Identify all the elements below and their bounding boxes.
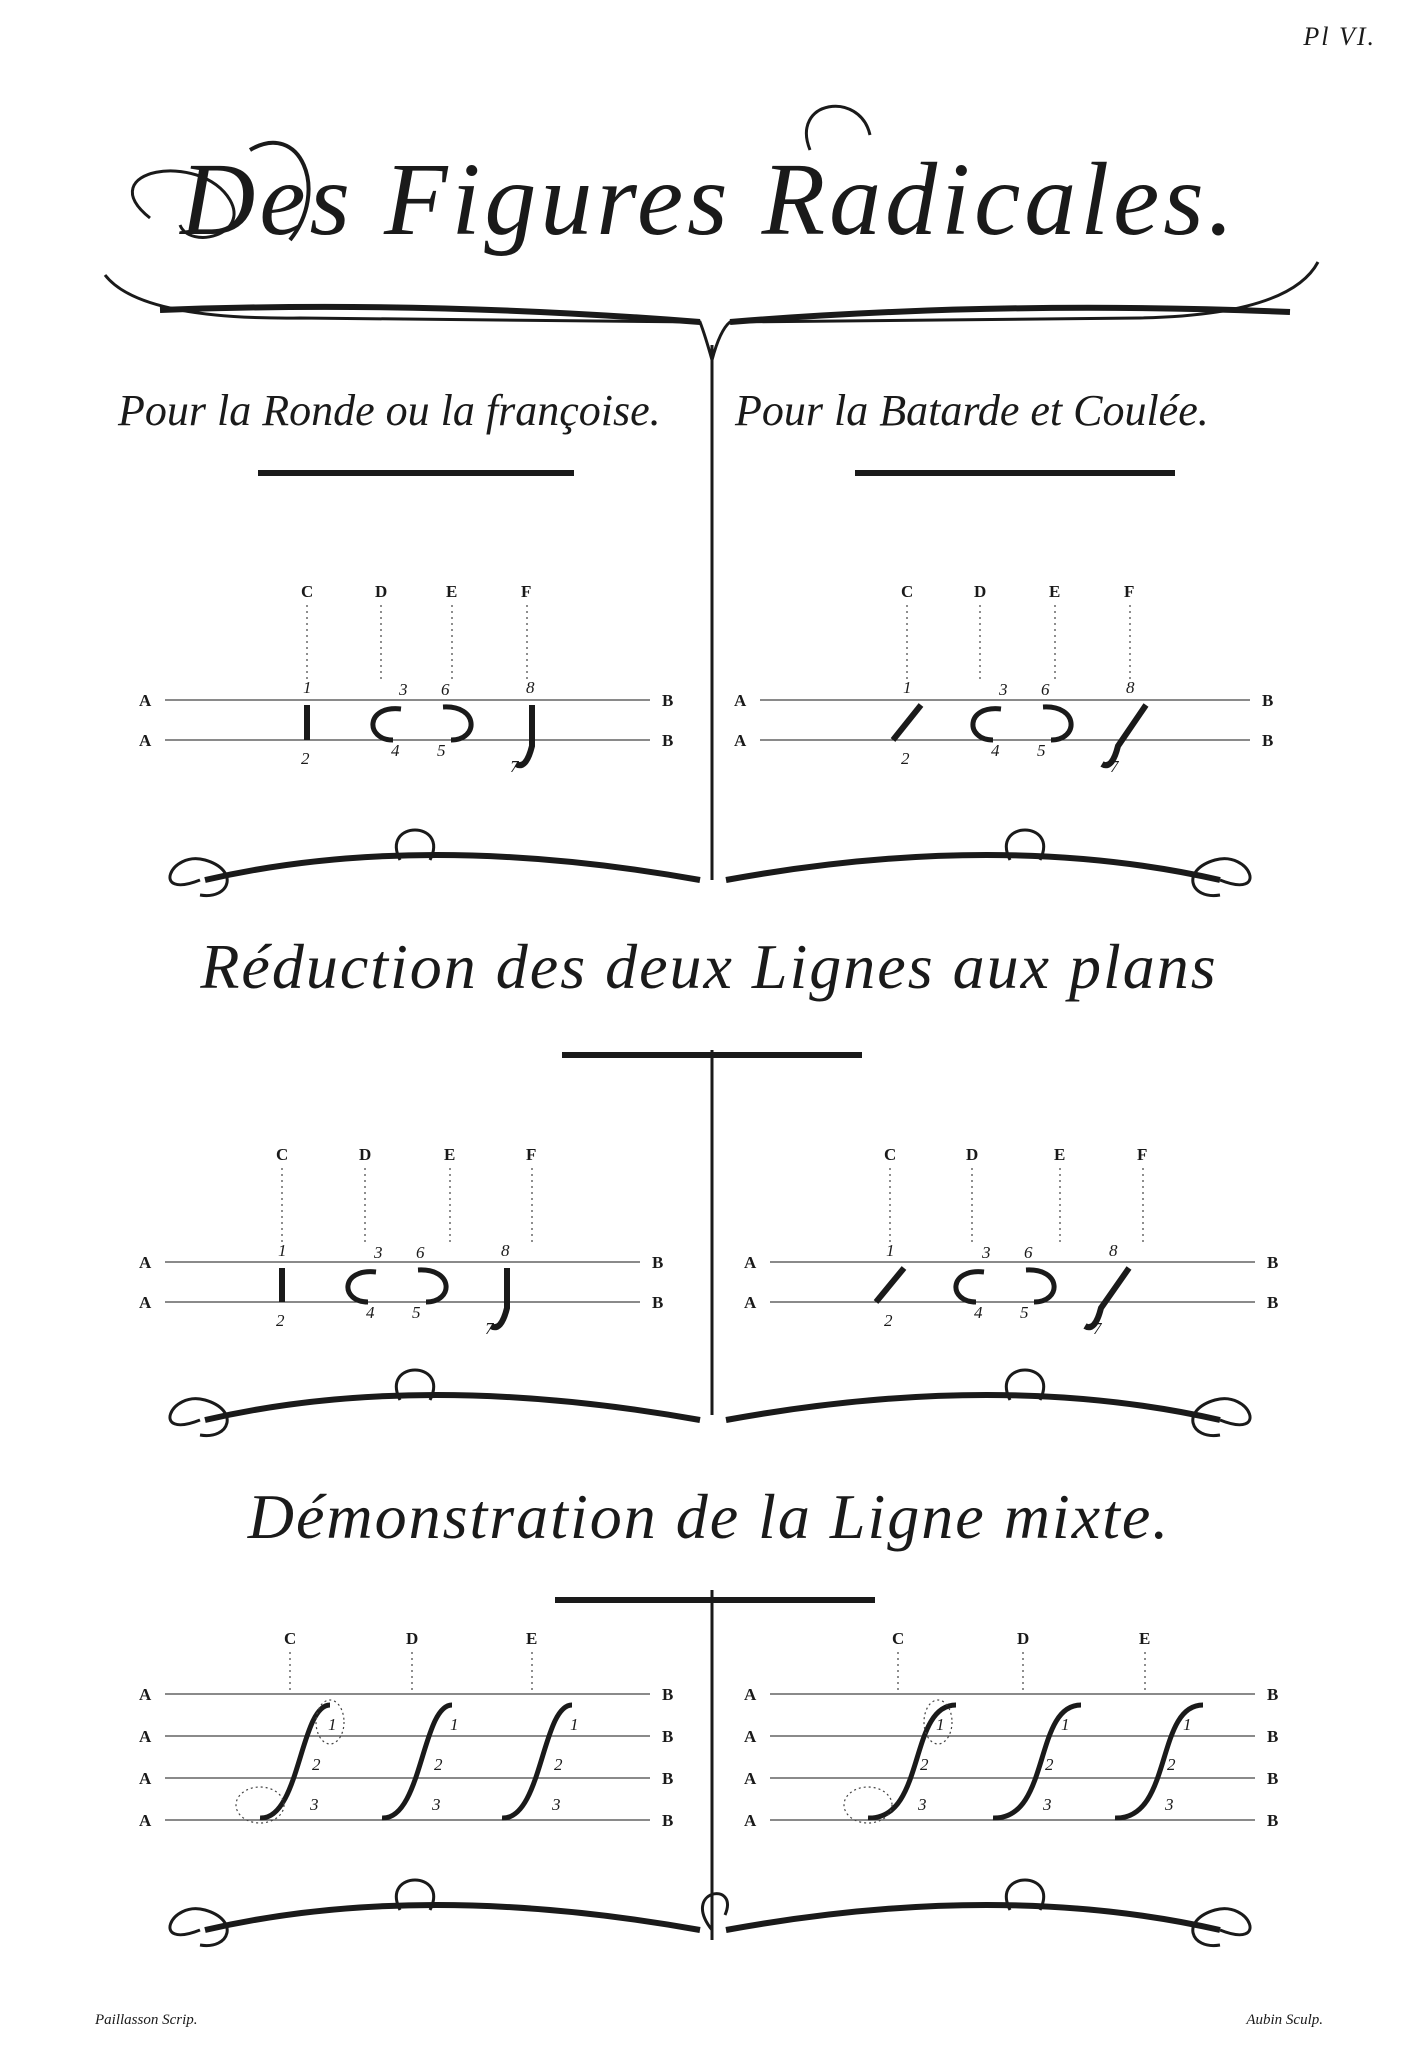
row-label-b: B bbox=[662, 1727, 674, 1746]
stroke-number: 3 bbox=[999, 680, 1008, 699]
dotted-loop-bottom bbox=[844, 1787, 892, 1823]
row-label-b: B bbox=[1267, 1685, 1279, 1704]
row-label-b: B bbox=[1267, 1727, 1279, 1746]
left-column-heading: Pour la Ronde ou la françoise. bbox=[118, 386, 661, 435]
left-curve bbox=[973, 709, 1001, 740]
guide-label-d: D bbox=[966, 1145, 979, 1164]
stroke-number: 7 bbox=[510, 757, 519, 776]
stroke-number: 5 bbox=[1037, 741, 1046, 760]
downstroke bbox=[893, 705, 921, 740]
stroke-number: 1 bbox=[903, 678, 912, 697]
row-label-b: B bbox=[1262, 691, 1274, 710]
mixte-number: 2 bbox=[1167, 1755, 1176, 1774]
row-label-b: B bbox=[1267, 1253, 1279, 1272]
reduction-rule bbox=[562, 1052, 862, 1058]
guide-label-f: F bbox=[526, 1145, 537, 1164]
mixte-number: 2 bbox=[920, 1755, 929, 1774]
stroke-number: 5 bbox=[412, 1303, 421, 1322]
row-label-a: A bbox=[139, 731, 152, 750]
guide-label-e: E bbox=[1139, 1629, 1151, 1648]
mixte-number: 1 bbox=[1061, 1715, 1070, 1734]
reduction-section-title: Réduction des deux Lignes aux plans bbox=[200, 931, 1218, 1002]
row-label-b: B bbox=[662, 691, 674, 710]
stroke-number: 2 bbox=[301, 749, 310, 768]
title-flourish bbox=[105, 106, 1318, 360]
left-heading-rule bbox=[258, 470, 574, 476]
guide-label-f: F bbox=[521, 582, 532, 601]
guide-label-e: E bbox=[444, 1145, 456, 1164]
guide-label-f: F bbox=[1137, 1145, 1148, 1164]
stroke-number: 2 bbox=[276, 1311, 285, 1330]
row-label-a: A bbox=[744, 1727, 757, 1746]
row-label-b: B bbox=[1267, 1293, 1279, 1312]
demonstration-section-title: Démonstration de la Ligne mixte. bbox=[247, 1481, 1171, 1552]
right-curve bbox=[1026, 1270, 1054, 1302]
engraver-credit-right: Aubin Sculp. bbox=[1246, 2012, 1323, 2028]
row-label-a: A bbox=[139, 691, 152, 710]
stroke-number: 6 bbox=[416, 1243, 425, 1262]
stroke-number: 4 bbox=[974, 1303, 983, 1322]
row-label-a: A bbox=[744, 1293, 757, 1312]
stroke-number: 1 bbox=[278, 1241, 287, 1260]
mixte-number: 1 bbox=[1183, 1715, 1192, 1734]
stroke-number: 3 bbox=[982, 1243, 991, 1262]
stroke-number: 8 bbox=[1109, 1241, 1118, 1260]
guide-label-c: C bbox=[884, 1145, 897, 1164]
demonstration-rule bbox=[555, 1597, 875, 1603]
row-label-a: A bbox=[744, 1811, 757, 1830]
right-column-heading: Pour la Batarde et Coulée. bbox=[735, 386, 1209, 435]
downstroke-tail bbox=[1085, 1268, 1129, 1327]
stroke-number: 4 bbox=[366, 1303, 375, 1322]
row-label-a: A bbox=[139, 1293, 152, 1312]
right-curve bbox=[418, 1270, 446, 1302]
downstroke-tail bbox=[1102, 705, 1146, 765]
scroll-flourish-2 bbox=[170, 1370, 1250, 1436]
stroke-number: 6 bbox=[441, 680, 450, 699]
row-label-a: A bbox=[734, 731, 747, 750]
row-label-a: A bbox=[139, 1769, 152, 1788]
guide-label-c: C bbox=[284, 1629, 297, 1648]
stroke-number: 6 bbox=[1024, 1243, 1033, 1262]
stroke-number: 3 bbox=[399, 680, 408, 699]
mixte-number: 1 bbox=[328, 1715, 337, 1734]
right-curve bbox=[443, 707, 471, 740]
stroke-number: 2 bbox=[884, 1311, 893, 1330]
mixte-number: 3 bbox=[432, 1795, 441, 1814]
mixte-number: 2 bbox=[1045, 1755, 1054, 1774]
row-label-b: B bbox=[662, 1685, 674, 1704]
mixte-number: 3 bbox=[918, 1795, 927, 1814]
row-label-a: A bbox=[744, 1769, 757, 1788]
scroll-flourish-1 bbox=[170, 830, 1250, 896]
row-label-b: B bbox=[1267, 1811, 1279, 1830]
mixte-number: 3 bbox=[1043, 1795, 1052, 1814]
right-curve bbox=[1043, 707, 1071, 740]
row-label-b: B bbox=[662, 1811, 674, 1830]
engraver-credit-left: Paillasson Scrip. bbox=[95, 2012, 198, 2028]
plate-number: Pl VI. bbox=[1303, 22, 1376, 51]
row-label-a: A bbox=[139, 1253, 152, 1272]
left-curve bbox=[348, 1272, 376, 1302]
left-curve bbox=[373, 709, 401, 740]
stroke-number: 8 bbox=[526, 678, 535, 697]
stroke-number: 7 bbox=[485, 1319, 494, 1338]
guide-label-c: C bbox=[892, 1629, 905, 1648]
row-label-a: A bbox=[139, 1727, 152, 1746]
stroke-number: 8 bbox=[501, 1241, 510, 1260]
guide-label-e: E bbox=[446, 582, 458, 601]
guide-label-d: D bbox=[406, 1629, 419, 1648]
stroke-number: 4 bbox=[991, 741, 1000, 760]
stroke-number: 7 bbox=[1110, 757, 1119, 776]
stroke-number: 5 bbox=[1020, 1303, 1029, 1322]
guide-label-f: F bbox=[1124, 582, 1135, 601]
guide-label-d: D bbox=[359, 1145, 372, 1164]
stroke-number: 3 bbox=[374, 1243, 383, 1262]
row-label-b: B bbox=[662, 731, 674, 750]
mixte-number: 1 bbox=[570, 1715, 579, 1734]
downstroke bbox=[876, 1268, 904, 1302]
guide-label-e: E bbox=[1049, 582, 1061, 601]
stroke-number: 6 bbox=[1041, 680, 1050, 699]
scroll-flourish-3 bbox=[170, 1880, 1250, 1946]
guide-label-c: C bbox=[901, 582, 914, 601]
row-label-b: B bbox=[652, 1293, 664, 1312]
mixte-number: 3 bbox=[310, 1795, 319, 1814]
row-label-b: B bbox=[652, 1253, 664, 1272]
dotted-loop-bottom bbox=[236, 1787, 284, 1823]
mixte-number: 2 bbox=[554, 1755, 563, 1774]
mixte-number: 3 bbox=[1165, 1795, 1174, 1814]
guide-label-d: D bbox=[974, 582, 987, 601]
stroke-number: 5 bbox=[437, 741, 446, 760]
plate-title: Des Figures Radicales. bbox=[180, 142, 1238, 257]
row-label-a: A bbox=[139, 1685, 152, 1704]
mixte-number: 2 bbox=[434, 1755, 443, 1774]
row-label-b: B bbox=[1267, 1769, 1279, 1788]
mixte-number: 3 bbox=[552, 1795, 561, 1814]
guide-label-c: C bbox=[276, 1145, 289, 1164]
stroke-number: 4 bbox=[391, 741, 400, 760]
stroke-number: 7 bbox=[1093, 1319, 1102, 1338]
mixte-number: 1 bbox=[450, 1715, 459, 1734]
row-label-b: B bbox=[662, 1769, 674, 1788]
stroke-number: 1 bbox=[886, 1241, 895, 1260]
guide-label-d: D bbox=[1017, 1629, 1030, 1648]
stroke-number: 1 bbox=[303, 678, 312, 697]
right-heading-rule bbox=[855, 470, 1175, 476]
row-label-a: A bbox=[744, 1253, 757, 1272]
mixte-number: 2 bbox=[312, 1755, 321, 1774]
row-label-a: A bbox=[734, 691, 747, 710]
radical-figure-diagrams bbox=[139, 582, 1278, 1830]
guide-label-e: E bbox=[1054, 1145, 1066, 1164]
left-curve bbox=[956, 1272, 984, 1302]
row-label-a: A bbox=[139, 1811, 152, 1830]
guide-label-c: C bbox=[301, 582, 314, 601]
row-label-b: B bbox=[1262, 731, 1274, 750]
mixte-number: 1 bbox=[936, 1715, 945, 1734]
row-label-a: A bbox=[744, 1685, 757, 1704]
stroke-number: 2 bbox=[901, 749, 910, 768]
stroke-number: 8 bbox=[1126, 678, 1135, 697]
guide-label-d: D bbox=[375, 582, 388, 601]
guide-label-e: E bbox=[526, 1629, 538, 1648]
